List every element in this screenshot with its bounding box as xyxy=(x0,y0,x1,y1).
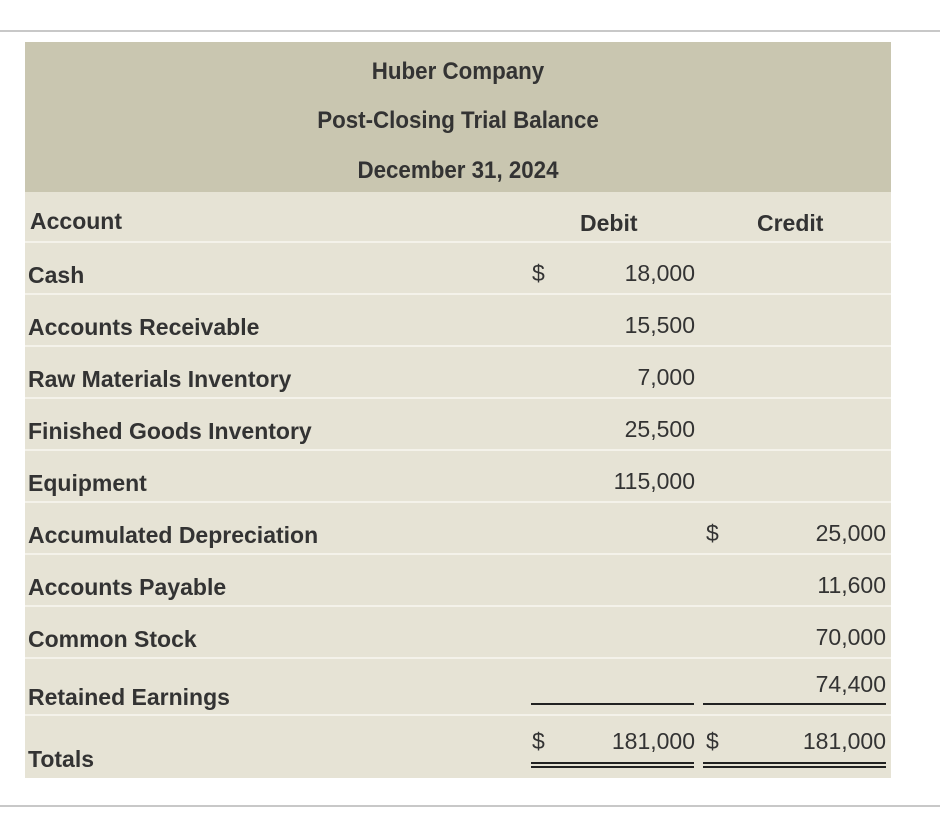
row-divider xyxy=(25,605,891,607)
credit-amount-accounts-payable: 11,600 xyxy=(817,572,886,598)
row-divider xyxy=(25,553,891,555)
credit-dollar-sign: $ xyxy=(706,520,719,546)
account-name-retained-earnings: Retained Earnings xyxy=(28,684,230,710)
account-name-accounts-payable: Accounts Payable xyxy=(28,574,227,600)
row-divider xyxy=(25,345,891,347)
bottom-divider xyxy=(0,805,940,807)
debit-subtotal-underline xyxy=(531,703,694,705)
account-name-raw-materials-inventory: Raw Materials Inventory xyxy=(28,366,292,392)
debit-amount-finished-goods-inventory: 25,500 xyxy=(624,416,695,442)
credit-amount-accumulated-depreciation: 25,000 xyxy=(815,520,886,546)
totals-debit-amount: 181,000 xyxy=(611,728,695,754)
row-divider xyxy=(25,397,891,399)
debit-total-double-underline xyxy=(531,762,694,768)
debit-amount-raw-materials-inventory: 7,000 xyxy=(637,364,695,390)
debit-dollar-sign: $ xyxy=(532,260,545,286)
account-name-cash: Cash xyxy=(28,262,85,288)
company-name: Huber Company xyxy=(371,58,545,85)
row-divider xyxy=(25,241,891,243)
totals-label: Totals xyxy=(28,746,95,772)
credit-amount-common-stock: 70,000 xyxy=(815,624,886,650)
totals-debit-dollar-sign: $ xyxy=(532,728,545,754)
report-header xyxy=(25,42,891,192)
row-divider xyxy=(25,657,891,659)
column-header-debit: Debit xyxy=(580,210,638,236)
credit-amount-retained-earnings: 74,400 xyxy=(815,671,886,697)
account-name-common-stock: Common Stock xyxy=(28,626,197,652)
report-title: Post-Closing Trial Balance xyxy=(317,107,599,134)
report-date: December 31, 2024 xyxy=(357,157,559,184)
row-divider xyxy=(25,449,891,451)
debit-amount-equipment: 115,000 xyxy=(613,468,695,494)
debit-amount-cash: 18,000 xyxy=(624,260,695,286)
trial-balance-table xyxy=(25,192,891,778)
debit-amount-accounts-receivable: 15,500 xyxy=(624,312,695,338)
column-header-account: Account xyxy=(30,208,122,234)
credit-total-double-underline xyxy=(703,762,886,768)
totals-credit-amount: 181,000 xyxy=(802,728,886,754)
column-header-credit: Credit xyxy=(757,210,824,236)
account-name-accumulated-depreciation: Accumulated Depreciation xyxy=(28,522,319,548)
credit-subtotal-underline xyxy=(703,703,886,705)
row-divider xyxy=(25,714,891,716)
totals-credit-dollar-sign: $ xyxy=(706,728,719,754)
account-name-equipment: Equipment xyxy=(28,470,147,496)
row-divider xyxy=(25,293,891,295)
account-name-finished-goods-inventory: Finished Goods Inventory xyxy=(28,418,312,444)
top-divider xyxy=(0,30,940,32)
row-divider xyxy=(25,501,891,503)
account-name-accounts-receivable: Accounts Receivable xyxy=(28,314,260,340)
